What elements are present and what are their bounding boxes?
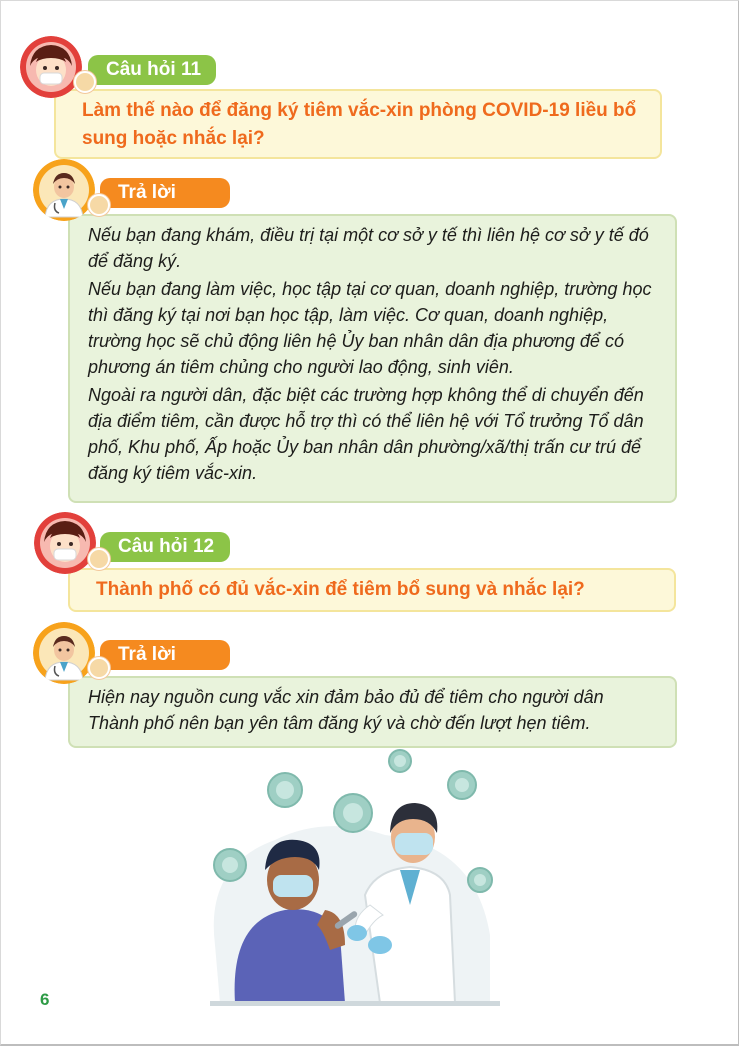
question-label-pill-12	[100, 532, 230, 562]
question-box-11	[54, 89, 662, 159]
avatar-connector-dot	[88, 548, 110, 570]
avatar-connector-dot	[88, 194, 110, 216]
answer-box-12	[68, 676, 677, 748]
question-text-12: Thành phố có đủ vắc-xin để tiêm bổ sung và nhắc lại?	[96, 579, 585, 600]
girl-avatar-icon	[34, 512, 96, 574]
doctor-avatar-icon	[33, 622, 95, 684]
doctor-avatar-icon	[33, 159, 95, 221]
girl-avatar-icon	[20, 36, 82, 98]
avatar-connector-dot	[88, 657, 110, 679]
question-label-12: Câu hỏi 12	[118, 536, 215, 557]
page-number: 6	[40, 990, 50, 1009]
answer-12-paragraph-1: Hiện nay nguồn cung vắc xin đảm bảo đủ để tiêm cho người dân Thành phố nên bạn yên tâm đăng ký và chờ đến lượt hẹn tiêm.	[88, 687, 604, 733]
question-text-11: Làm thế nào để đăng ký tiêm vắc-xin phòng COVID-19 liều bổ sung hoặc nhắc lại?	[82, 100, 637, 149]
answer-11-paragraph-1: Nếu bạn đang khám, điều trị tại một cơ sở y tế thì liên hệ cơ sở y tế đó để đăng ký.	[88, 225, 649, 271]
answer-11-paragraph-3: Ngoài ra người dân, đặc biệt các trường hợp không thể di chuyển đến địa điểm tiêm, cần được hỗ trợ thì có thể liên hệ với Tổ trưởng Tổ dân phố, Khu phố, Ấp hoặc Ủy ban nhân dân phường/xã/thị trấn cư trú để đăng ký tiêm vắc-xin.	[88, 385, 644, 483]
answer-label-pill-11	[100, 178, 230, 208]
answer-label-pill-12	[100, 640, 230, 670]
question-box-12	[68, 568, 676, 612]
question-label-pill-11	[88, 55, 216, 85]
avatar-connector-dot	[74, 71, 96, 93]
answer-box-11	[68, 214, 677, 503]
answer-11-paragraph-2: Nếu bạn đang làm việc, học tập tại cơ quan, doanh nghiệp, trường học thì đăng ký tại nơi bạn học tập, làm việc. Cơ quan, doanh nghiệp, trường học sẽ chủ động liên hệ Ủy ban nhân dân địa phương để có phương án tiêm chủng cho người lao động, sinh viên.	[88, 279, 652, 377]
answer-label-12: Trả lời	[118, 644, 176, 665]
vaccination-illustration	[205, 745, 505, 1010]
answer-label-11: Trả lời	[118, 182, 176, 203]
question-label-11: Câu hỏi 11	[106, 59, 202, 80]
